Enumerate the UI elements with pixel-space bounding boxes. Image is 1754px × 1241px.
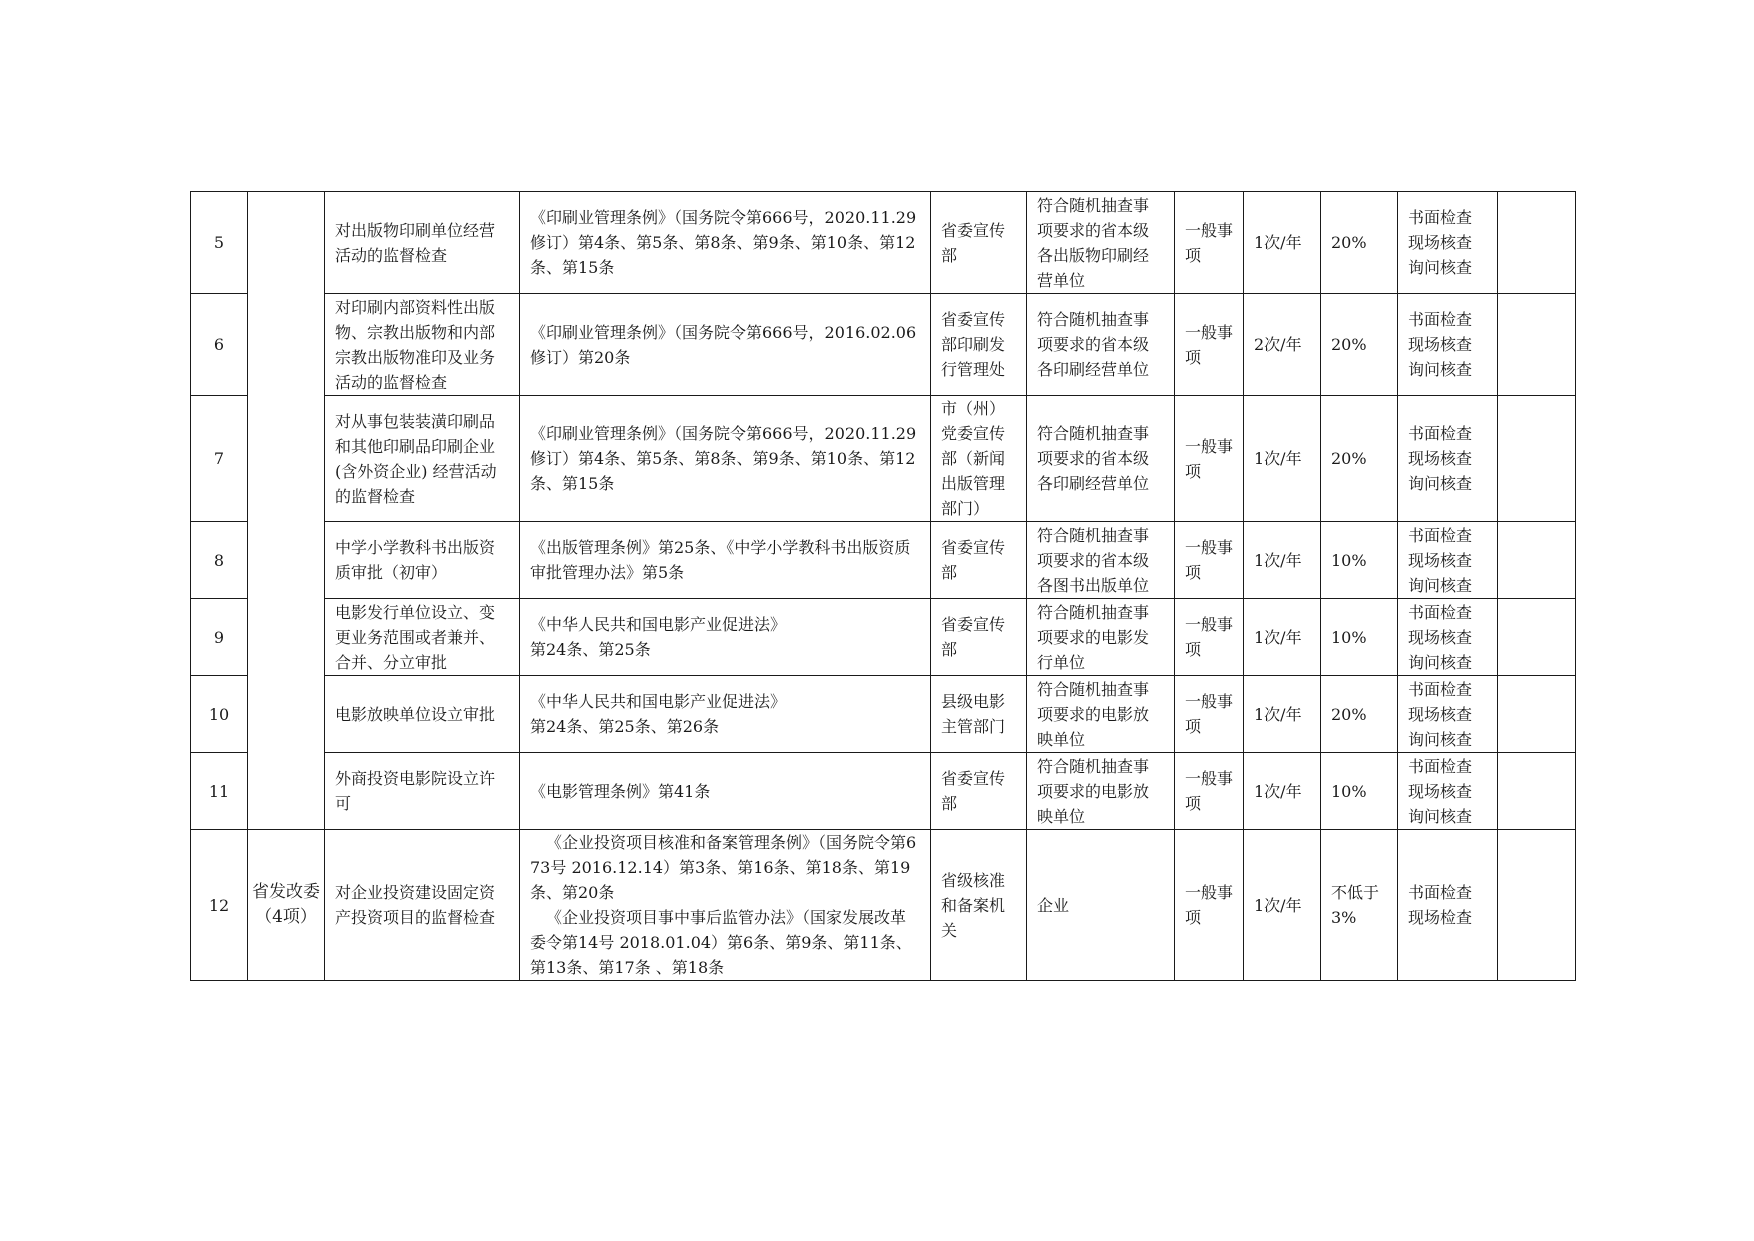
ratio-cell [1321,753,1398,830]
legal-basis-cell [520,753,931,830]
inspection-frequency: 1次/年 [1254,550,1302,570]
sampling-ratio: 10% [1331,627,1367,647]
inspection-item-cell [325,676,520,753]
table-row [191,753,1576,830]
inspection-subject-cell [931,396,1027,522]
inspection-object-cell [1027,599,1175,676]
inspection-item-name: 电影发行单位设立、变更业务范围或者兼并、合并、分立审批 [335,602,496,672]
inspection-subject-cell [931,294,1027,396]
method-cell [1398,192,1498,294]
row-number: 10 [208,704,230,724]
row-number: 9 [213,627,225,647]
inspection-method: 询问核查 [1408,360,1473,379]
row-number: 8 [213,550,225,570]
ratio-cell [1321,294,1398,396]
inspection-object-cell [1027,830,1175,981]
row-number: 11 [208,781,230,801]
inspection-item-name: 对印刷内部资料性出版物、宗教出版物和内部宗教出版物准印及业务活动的监督检查 [335,297,496,392]
table-row [191,522,1576,599]
inspection-method: 现场核查 [1408,233,1473,252]
inspection-method: 书面检查 [1408,525,1473,545]
inspection-subject-cell [931,830,1027,981]
legal-basis-cell [520,599,931,676]
inspection-frequency: 1次/年 [1254,449,1302,468]
legal-basis-cell [520,676,931,753]
frequency-cell [1244,676,1321,753]
inspection-method: 书面检查 [1408,424,1473,443]
department-name: 省发改委（4项） [252,882,320,927]
item-type-cell [1175,753,1244,830]
sampling-ratio: 10% [1331,550,1367,570]
inspection-object: 符合随机抽查事项要求的省本级各出版物印刷经营单位 [1037,195,1150,290]
item-type: 一般事项 [1185,883,1234,927]
method-cell [1398,599,1498,676]
item-type: 一般事项 [1185,436,1234,481]
inspection-frequency: 2次/年 [1254,335,1302,354]
legal-basis-cell [520,396,931,522]
ratio-cell [1321,599,1398,676]
item-type-cell [1175,599,1244,676]
inspection-frequency: 1次/年 [1254,233,1302,252]
inspection-object-cell [1027,192,1175,294]
method-cell [1398,522,1498,599]
sampling-ratio: 10% [1331,781,1367,801]
method-cell [1398,830,1498,981]
inspection-method: 现场核查 [1408,627,1473,647]
table-row [191,294,1576,396]
legal-basis-text: 《印刷业管理条例》（国务院令第666号，2016.02.06修订）第20条 [530,322,917,367]
table-row [191,192,1576,294]
remark-cell [1498,192,1576,294]
row-number-cell [191,599,248,676]
item-type-cell [1175,830,1244,981]
inspection-method: 书面检查 [1408,208,1473,227]
ratio-cell [1321,830,1398,981]
inspection-object: 符合随机抽查事项要求的电影发行单位 [1037,602,1150,672]
inspection-item-cell [325,522,520,599]
department-cell [248,192,325,830]
item-type-cell [1175,676,1244,753]
inspection-item-name: 对从事包装装潢印刷品和其他印刷品印刷企业(含外资企业) 经营活动的监督检查 [335,411,497,506]
inspection-method: 现场核查 [1408,704,1473,724]
inspection-subject-cell [931,599,1027,676]
sampling-ratio: 20% [1331,335,1367,354]
inspection-method: 现场检查 [1408,908,1473,927]
legal-basis-cell [520,830,931,981]
ratio-cell [1321,522,1398,599]
row-number: 5 [213,233,225,252]
remark-cell [1498,830,1576,981]
inspection-method: 现场核查 [1408,550,1473,570]
frequency-cell [1244,830,1321,981]
inspection-subject: 省委宣传部印刷发行管理处 [941,310,1006,379]
item-type-cell [1175,192,1244,294]
item-type: 一般事项 [1185,220,1234,265]
method-cell [1398,753,1498,830]
row-number: 7 [213,449,225,468]
inspection-item-name: 对企业投资建设固定资产投资项目的监督检查 [335,883,496,927]
remark-cell [1498,753,1576,830]
frequency-cell [1244,396,1321,522]
inspection-method: 询问核查 [1408,474,1473,493]
method-cell [1398,294,1498,396]
inspection-object-cell [1027,753,1175,830]
inspection-subject: 省级核准和备案机关 [941,870,1006,940]
inspection-subject-cell [931,522,1027,599]
inspection-subject: 省委宣传部 [941,769,1006,813]
legal-basis-text: 《中华人民共和国电影产业促进法》 [530,692,787,711]
inspection-method: 询问核查 [1408,806,1473,826]
inspection-items-table [190,191,1576,981]
remark-cell [1498,522,1576,599]
inspection-object-cell [1027,396,1175,522]
inspection-method: 书面检查 [1408,679,1473,699]
inspection-method: 询问核查 [1408,258,1473,277]
item-type: 一般事项 [1185,538,1234,582]
method-cell [1398,396,1498,522]
inspection-subject-cell [931,676,1027,753]
ratio-cell [1321,192,1398,294]
inspection-object: 符合随机抽查事项要求的省本级各印刷经营单位 [1037,424,1150,493]
inspection-method: 现场核查 [1408,449,1473,468]
ratio-cell [1321,396,1398,522]
inspection-frequency: 1次/年 [1254,627,1302,647]
inspection-object: 企业 [1037,895,1070,915]
inspection-object-cell [1027,294,1175,396]
frequency-cell [1244,753,1321,830]
inspection-method: 书面检查 [1408,602,1473,622]
inspection-subject-cell [931,753,1027,830]
table-row [191,599,1576,676]
inspection-frequency: 1次/年 [1254,704,1302,724]
legal-basis-text: 第24条、第25条、第26条 [530,717,720,736]
inspection-subject: 县级电影主管部门 [941,692,1006,736]
legal-basis-text: 《出版管理条例》第25条、《中学小学教科书出版资质审批管理办法》第5条 [530,538,911,582]
inspection-item-cell [325,192,520,294]
item-type: 一般事项 [1185,322,1234,367]
inspection-item-cell [325,599,520,676]
inspection-object: 符合随机抽查事项要求的电影放映单位 [1037,756,1150,826]
inspection-object: 符合随机抽查事项要求的省本级各印刷经营单位 [1037,310,1150,379]
legal-basis-text: 《印刷业管理条例》（国务院令第666号，2020.11.29修订）第4条、第5条、第8条、第9条、第10条、第12条、第15条 [530,208,917,277]
item-type-cell [1175,396,1244,522]
inspection-item-name: 对出版物印刷单位经营活动的监督检查 [335,220,496,265]
inspection-method: 现场核查 [1408,781,1473,801]
inspection-subject: 省委宣传部 [941,615,1006,659]
department-cell [248,830,325,981]
row-number-cell [191,396,248,522]
legal-basis-text: 《印刷业管理条例》（国务院令第666号，2020.11.29修订）第4条、第5条、第8条、第9条、第10条、第12条、第15条 [530,424,917,493]
legal-basis-cell [520,522,931,599]
legal-basis-text: 《企业投资项目事中事后监管办法》（国家发展改革委令第14号 2018.01.04）第6条、第9条、第11条、第13条、第17条 、第18条 [530,908,912,977]
row-number-cell [191,192,248,294]
row-number-cell [191,676,248,753]
inspection-item-name: 中学小学教科书出版资质审批（初审） [335,538,496,582]
legal-basis-text: 《企业投资项目核准和备案管理条例》（国务院令第673号 2016.12.14）第3条、第16条、第18条、第19条、第20条 [530,833,917,902]
table-row [191,396,1576,522]
legal-basis-cell [520,294,931,396]
inspection-item-cell [325,294,520,396]
table-row [191,830,1576,981]
row-number: 12 [208,895,230,915]
row-number-cell [191,294,248,396]
remark-cell [1498,676,1576,753]
inspection-object-cell [1027,522,1175,599]
frequency-cell [1244,522,1321,599]
row-number-cell [191,522,248,599]
row-number: 6 [213,335,225,354]
inspection-item-cell [325,830,520,981]
legal-basis-text: 《中华人民共和国电影产业促进法》 [530,615,787,634]
inspection-item-cell [325,753,520,830]
legal-basis-cell [520,192,931,294]
remark-cell [1498,396,1576,522]
inspection-item-name: 外商投资电影院设立许可 [335,769,496,813]
inspection-method: 书面检查 [1408,310,1473,329]
inspection-method: 现场核查 [1408,335,1473,354]
frequency-cell [1244,294,1321,396]
remark-cell [1498,599,1576,676]
sampling-ratio: 20% [1331,233,1367,252]
inspection-frequency: 1次/年 [1254,895,1302,915]
item-type: 一般事项 [1185,769,1234,813]
inspection-object-cell [1027,676,1175,753]
row-number-cell [191,753,248,830]
inspection-method: 询问核查 [1408,652,1473,672]
inspection-method: 询问核查 [1408,729,1473,749]
inspection-item-name: 电影放映单位设立审批 [335,704,496,724]
frequency-cell [1244,192,1321,294]
sampling-ratio: 20% [1331,449,1367,468]
inspection-method: 询问核查 [1408,575,1473,595]
inspection-object: 符合随机抽查事项要求的省本级各图书出版单位 [1037,525,1150,595]
remark-cell [1498,294,1576,396]
legal-basis-text: 《电影管理条例》第41条 [530,781,711,801]
inspection-subject: 省委宣传部 [941,220,1006,265]
item-type: 一般事项 [1185,692,1234,736]
inspection-frequency: 1次/年 [1254,781,1302,801]
row-number-cell [191,830,248,981]
frequency-cell [1244,599,1321,676]
inspection-subject: 省委宣传部 [941,538,1006,582]
item-type-cell [1175,522,1244,599]
inspection-method: 书面检查 [1408,756,1473,776]
ratio-cell [1321,676,1398,753]
table-row [191,676,1576,753]
item-type: 一般事项 [1185,615,1234,659]
inspection-subject: 市（州）党委宣传部（新闻出版管理部门） [941,399,1006,518]
item-type-cell [1175,294,1244,396]
sampling-ratio: 20% [1331,704,1367,724]
legal-basis-text: 第24条、第25条 [530,640,651,659]
inspection-object: 符合随机抽查事项要求的电影放映单位 [1037,679,1150,749]
inspection-item-cell [325,396,520,522]
inspection-subject-cell [931,192,1027,294]
inspection-method: 书面检查 [1408,883,1473,902]
method-cell [1398,676,1498,753]
sampling-ratio: 不低于3% [1331,883,1380,927]
